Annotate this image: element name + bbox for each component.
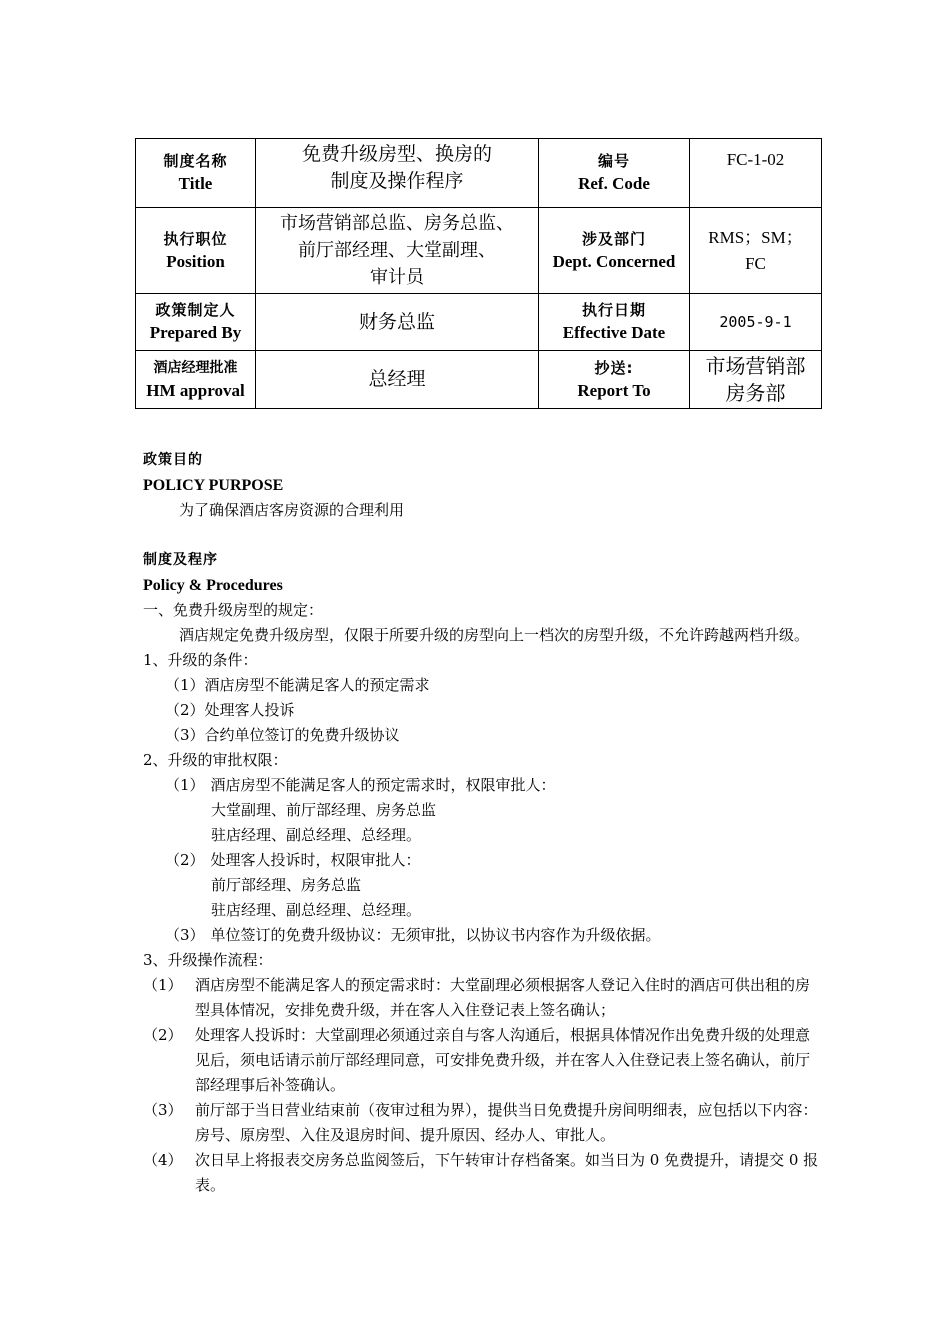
purpose-heading-en: POLICY PURPOSE bbox=[143, 477, 284, 494]
flow-item-4-num: （4） bbox=[143, 1151, 183, 1169]
approval-label-en: HM approval bbox=[146, 380, 245, 400]
effective-date-label-en: Effective Date bbox=[562, 323, 666, 342]
conditions-item-3: （3）合约单位签订的免费升级协议 bbox=[165, 726, 400, 744]
title-value-cell bbox=[256, 139, 539, 208]
procedures-heading-cn: 制度及程序 bbox=[143, 552, 218, 568]
dept-value-cell bbox=[690, 208, 822, 294]
prepared-label-cn: 政策制定人 bbox=[155, 301, 236, 319]
ref-code-value: FC-1-02 bbox=[726, 150, 785, 169]
position-value-line1: 市场营销部总监、房务总监、 bbox=[280, 213, 514, 234]
approval-item-1 bbox=[143, 773, 823, 798]
flow-item-2-num: （2） bbox=[143, 1026, 183, 1044]
approval-item-3 bbox=[143, 923, 823, 948]
report-to-label-en: Report To bbox=[577, 380, 651, 400]
procedures-heading-en: Policy & Procedures bbox=[143, 577, 283, 594]
report-to-value-cell bbox=[690, 351, 822, 409]
effective-date-value-cell bbox=[690, 294, 822, 351]
flow-item-3-num: （3） bbox=[143, 1101, 183, 1119]
approval-value-cell bbox=[256, 351, 539, 409]
position-value-line2: 前厅部经理、大堂副理、 bbox=[298, 240, 496, 261]
approval-item-2-num: （2） bbox=[165, 851, 205, 869]
report-to-label-cell bbox=[539, 351, 690, 409]
operation-flow-title: 3、升级操作流程： bbox=[143, 951, 273, 969]
approval-label-cn: 酒店经理批准 bbox=[153, 359, 238, 376]
approval-item-3-num: （3） bbox=[165, 926, 205, 944]
spacer bbox=[143, 523, 823, 548]
conditions-title: 1、升级的条件： bbox=[143, 651, 258, 669]
purpose-heading-cn: 政策目的 bbox=[143, 452, 203, 468]
approval-item-2-approvers-1: 前厅部经理、房务总监 bbox=[211, 876, 362, 894]
approval-authority-title: 2、升级的审批权限： bbox=[143, 751, 288, 769]
dept-label-cn: 涉及部门 bbox=[581, 229, 646, 248]
position-label-cell bbox=[136, 208, 256, 294]
effective-date-label-cell bbox=[539, 294, 690, 351]
dept-value-line1: RMS；SM； bbox=[708, 227, 803, 247]
approval-item-1-text: 酒店房型不能满足客人的预定需求时，权限审批人： bbox=[210, 776, 556, 794]
document-body bbox=[143, 448, 823, 1198]
position-label-en: Position bbox=[166, 251, 225, 271]
flow-item-4-text: 次日早上将报表交房务总监阅签后，下午转审计存档备案。如当日为 0 免费提升，请提交 0 报表。 bbox=[195, 1151, 819, 1194]
flow-item-3-text: 前厅部于当日营业结束前（夜审过租为界），提供当日免费提升房间明细表，应包括以下内容：房号、原房型、入住及退房时间、提升原因、经办人、审批人。 bbox=[195, 1101, 818, 1144]
position-value-line3: 审计员 bbox=[370, 267, 424, 288]
approval-item-1-num: （1） bbox=[165, 776, 205, 794]
flow-item-2 bbox=[143, 1023, 823, 1098]
flow-item-2-text: 处理客人投诉时：大堂副理必须通过亲自与客人沟通后，根据具体情况作出免费升级的处理意见后，须电话请示前厅部经理同意，可安排免费升级，并在客人入住登记表上签名确认，前厅部经理事后补签确认。 bbox=[195, 1026, 811, 1094]
prepared-value-cell bbox=[256, 294, 539, 351]
ref-code-label-cell bbox=[539, 139, 690, 208]
section1-title: 一、免费升级房型的规定： bbox=[143, 601, 324, 619]
flow-item-1-text: 酒店房型不能满足客人的预定需求时：大堂副理必须根据客人登记入住时的酒店可供出租的房型具体情况，安排免费升级，并在客人入住登记表上签名确认； bbox=[195, 976, 811, 1019]
header-table bbox=[135, 138, 822, 409]
prepared-row bbox=[136, 294, 822, 351]
prepared-label-en: Prepared By bbox=[149, 323, 242, 342]
report-to-label-cn: 抄送: bbox=[594, 358, 634, 377]
ref-code-label-cn: 编号 bbox=[597, 152, 630, 170]
title-row bbox=[136, 139, 822, 208]
flow-item-1 bbox=[143, 973, 823, 1023]
title-value-line2: 制度及操作程序 bbox=[330, 170, 464, 192]
section1-text: 酒店规定免费升级房型，仅限于所要升级的房型向上一档次的房型升级，不允许跨越两档升级。 bbox=[179, 626, 810, 644]
title-label-en: Title bbox=[178, 174, 213, 193]
purpose-text: 为了确保酒店客房资源的合理利用 bbox=[179, 501, 405, 519]
effective-date-value: 2005-9-1 bbox=[719, 313, 792, 331]
dept-label-cell bbox=[539, 208, 690, 294]
report-to-value-line2: 房务部 bbox=[725, 380, 786, 405]
position-row bbox=[136, 208, 822, 294]
position-label-cn: 执行职位 bbox=[163, 229, 228, 248]
approval-item-3-text: 单位签订的免费升级协议：无须审批，以协议书内容作为升级依据。 bbox=[210, 926, 661, 944]
approval-value: 总经理 bbox=[368, 368, 426, 390]
ref-code-label-en: Ref. Code bbox=[578, 174, 650, 193]
conditions-item-1: （1）酒店房型不能满足客人的预定需求 bbox=[165, 676, 430, 694]
approval-row bbox=[136, 351, 822, 409]
approval-item-1-approvers-2: 驻店经理、副总经理、总经理。 bbox=[211, 826, 422, 844]
prepared-value: 财务总监 bbox=[358, 310, 435, 333]
approval-item-2 bbox=[143, 848, 823, 873]
title-value-line1: 免费升级房型、换房的 bbox=[301, 143, 492, 165]
approval-item-2-text: 处理客人投诉时，权限审批人： bbox=[210, 851, 421, 869]
dept-value-line2: FC bbox=[745, 253, 766, 273]
ref-code-value-cell bbox=[690, 139, 822, 208]
title-label-cell bbox=[136, 139, 256, 208]
prepared-label-cell bbox=[136, 294, 256, 351]
approval-label-cell bbox=[136, 351, 256, 409]
flow-item-4 bbox=[143, 1148, 823, 1198]
approval-item-2-approvers-2: 驻店经理、副总经理、总经理。 bbox=[211, 901, 422, 919]
flow-item-3 bbox=[143, 1098, 823, 1148]
dept-label-en: Dept. Concerned bbox=[552, 251, 676, 271]
position-value-cell bbox=[256, 208, 539, 294]
conditions-item-2: （2）处理客人投诉 bbox=[165, 701, 295, 719]
report-to-value-line1: 市场营销部 bbox=[705, 353, 806, 378]
approval-item-1-approvers-1: 大堂副理、前厅部经理、房务总监 bbox=[211, 801, 437, 819]
title-label-cn: 制度名称 bbox=[163, 152, 228, 170]
flow-item-1-num: （1） bbox=[143, 976, 183, 994]
effective-date-label-cn: 执行日期 bbox=[581, 301, 646, 319]
